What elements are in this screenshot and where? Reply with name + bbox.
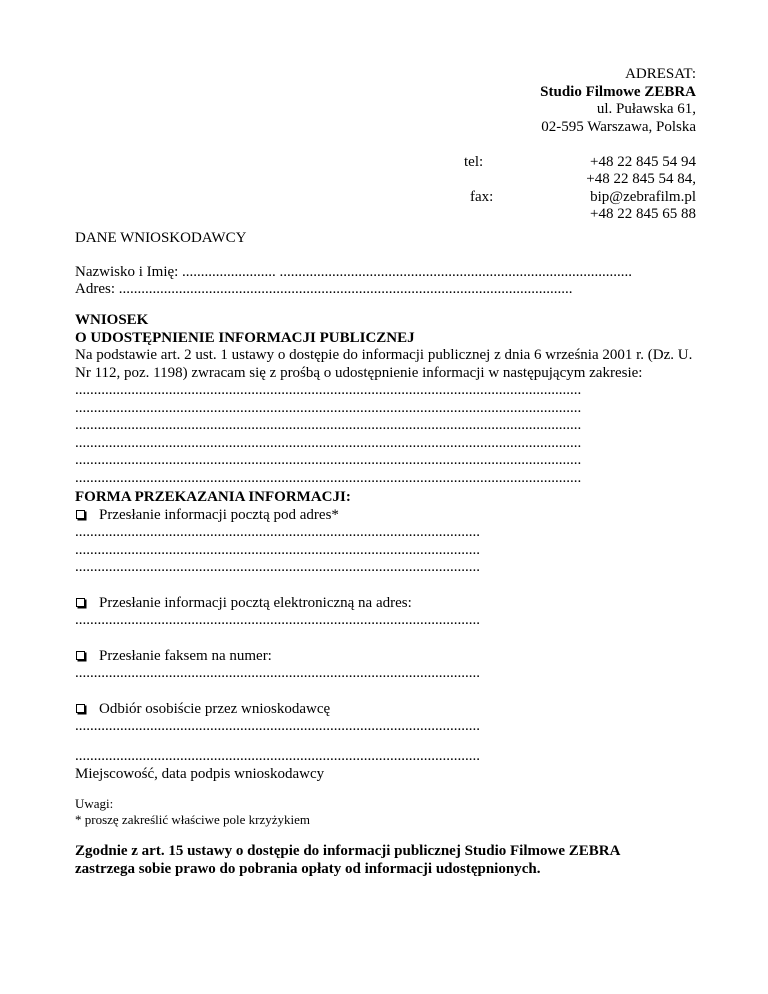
addressee-heading: ADRESAT: [625,66,696,82]
checkbox-email[interactable] [76,598,85,607]
request-scope-line[interactable]: ....................................................................................................................................... [75,434,582,451]
addressee-city: 02-595 Warszawa, Polska [541,118,696,135]
checkbox-post[interactable] [76,510,85,519]
applicant-name-field[interactable]: Nazwisko i Imię: ......................... .............................................................................................. [75,263,633,280]
delivery-heading: FORMA PRZEKAZANIA INFORMACJI: [75,489,351,505]
checkbox-fax[interactable] [76,651,85,660]
applicant-section [75,230,695,299]
option-email[interactable] [75,595,505,613]
applicant-address-field[interactable]: Adres: ......................................................................................................................... [75,281,573,297]
option-pickup[interactable] [75,701,505,719]
email-address-line[interactable]: ............................................................................................................ [75,612,480,628]
tel-number-2: +48 22 845 54 94 [590,153,696,170]
addressee-name: Studio Filmowe ZEBRA [540,83,696,100]
request-body: Na podstawie art. 2 ust. 1 ustawy o dostępie do informacji publicznej z dnia 6 września 2001 r. (Dz. U. Nr 112, poz. 1198) zwracam się z prośbą o udostępnienie informacji w następującym zakresie: [75,347,693,381]
request-scope-line[interactable]: ....................................................................................................................................... [75,417,582,433]
applicant-heading: DANE WNIOSKODAWCY [75,230,247,246]
checkbox-pickup[interactable] [76,704,85,713]
request-scope-line[interactable]: ....................................................................................................................................... [75,452,582,468]
addressee-block [464,66,696,222]
signature-label: Miejscowość, data podpis wnioskodawcy [75,765,325,782]
fax-number: +48 22 845 65 88 [590,206,696,222]
delivery-section [75,489,505,736]
fee-notice: Zgodnie z art. 15 ustawy o dostępie do informacji publicznej Studio Filmowe ZEBRA zastrzega sobie prawo do pobrania opłaty od informacji udostępnionych. [75,843,620,877]
fax-label: fax: [470,188,494,205]
request-section [75,312,697,487]
signature-section [75,748,505,783]
fax-number-line[interactable]: ............................................................................................................ [75,665,480,681]
request-subtitle: O UDOSTĘPNIENIE INFORMACJI PUBLICZNEJ [75,329,415,346]
post-address-line[interactable]: ............................................................................................................ [75,524,480,540]
notes-section [75,796,505,828]
signature-line[interactable]: ............................................................................................................ [75,748,480,764]
request-scope-line[interactable]: ....................................................................................................................................... [75,399,582,416]
option-post-label: Przesłanie informacji pocztą pod adres* [99,506,339,523]
option-pickup-label: Odbiór osobiście przez wnioskodawcę [99,700,331,717]
option-fax[interactable] [75,648,505,666]
request-title: WNIOSEK [75,312,149,328]
option-fax-label: Przesłanie faksem na numer: [99,647,272,664]
notes-text: * proszę zakreślić właściwe pole krzyżykiem [75,812,310,827]
addressee-street: ul. Puławska 61, [596,101,696,117]
post-address-line[interactable]: ............................................................................................................ [75,559,480,575]
addressee-email: bip@zebrafilm.pl [590,188,696,205]
pickup-line[interactable]: ............................................................................................................ [75,718,480,734]
tel-number-1: +48 22 845 54 84, [586,171,696,187]
notes-heading: Uwagi: [75,796,114,811]
post-address-line[interactable]: ............................................................................................................ [75,541,480,558]
request-scope-line[interactable]: ....................................................................................................................................... [75,469,582,486]
tel-label: tel: [464,153,484,170]
option-post[interactable] [75,507,505,525]
request-scope-line[interactable]: ....................................................................................................................................... [75,382,582,398]
option-email-label: Przesłanie informacji pocztą elektroniczną na adres: [99,594,412,611]
